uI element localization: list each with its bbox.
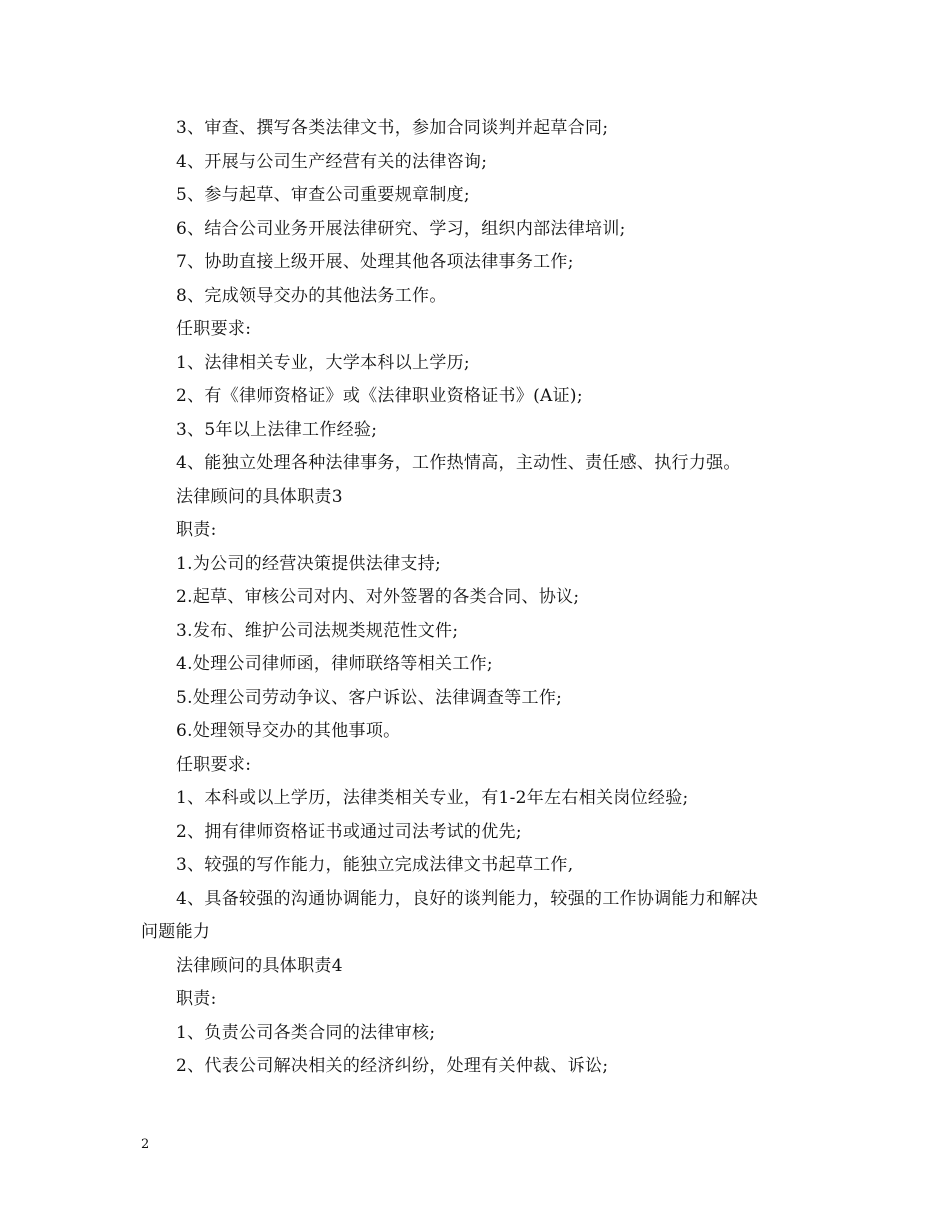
paragraph-line: 3、审查、撰写各类法律文书，参加合同谈判并起草合同; bbox=[176, 118, 609, 138]
section-heading: 职责: bbox=[176, 520, 217, 540]
paragraph-line: 1、法律相关专业，大学本科以上学历; bbox=[176, 352, 470, 373]
paragraph-line: 2.起草、审核公司对内、对外签署的各类合同、协议; bbox=[176, 587, 580, 607]
paragraph-line: 1.为公司的经营决策提供法律支持; bbox=[176, 553, 442, 574]
section-heading: 任职要求: bbox=[176, 754, 252, 775]
paragraph-line: 3、5年以上法律工作经验; bbox=[176, 419, 378, 440]
paragraph-line: 5.处理公司劳动争议、客户诉讼、法律调查等工作; bbox=[176, 687, 563, 708]
wrapped-paragraph-first-line: 4、具备较强的沟通协调能力，良好的谈判能力，较强的工作协调能力和解决 bbox=[176, 888, 759, 909]
paragraph-line: 6.处理领导交办的其他事项。 bbox=[176, 721, 401, 741]
paragraph-line: 3.发布、维护公司法规类规范性文件; bbox=[176, 620, 459, 641]
paragraph-line: 5、参与起草、审查公司重要规章制度; bbox=[176, 185, 470, 205]
paragraph-line: 2、代表公司解决相关的经济纠纷，处理有关仲裁、诉讼; bbox=[176, 1056, 609, 1076]
paragraph-line: 4、开展与公司生产经营有关的法律咨询; bbox=[176, 151, 488, 172]
paragraph-line: 8、完成领导交办的其他法务工作。 bbox=[176, 285, 447, 306]
section-heading: 任职要求: bbox=[176, 319, 252, 339]
paragraph-line: 2、有《律师资格证》或《法律职业资格证书》(A证); bbox=[176, 386, 583, 406]
paragraph-line: 3、较强的写作能力，能独立完成法律文书起草工作, bbox=[176, 855, 574, 875]
paragraph-line: 4、能独立处理各种法律事务，工作热情高，主动性、责任感、执行力强。 bbox=[176, 453, 741, 473]
wrapped-paragraph-continuation: 问题能力 bbox=[141, 922, 211, 942]
paragraph-line: 2、拥有律师资格证书或通过司法考试的优先; bbox=[176, 821, 522, 842]
paragraph-line: 4.处理公司律师函，律师联络等相关工作; bbox=[176, 654, 493, 674]
paragraph-line: 6、结合公司业务开展法律研究、学习，组织内部法律培训; bbox=[176, 218, 626, 239]
section-title: 法律顾问的具体职责4 bbox=[176, 955, 343, 976]
section-heading: 职责: bbox=[176, 989, 217, 1009]
document-body bbox=[141, 112, 821, 1084]
paragraph-line: 1、本科或以上学历，法律类相关专业，有1-2年左右相关岗位经验; bbox=[176, 788, 689, 808]
page-number: 2 bbox=[141, 1137, 150, 1152]
paragraph-line: 1、负责公司各类合同的法律审核; bbox=[176, 1022, 436, 1043]
section-title: 法律顾问的具体职责3 bbox=[176, 486, 343, 507]
paragraph-line: 7、协助直接上级开展、处理其他各项法律事务工作; bbox=[176, 252, 574, 272]
